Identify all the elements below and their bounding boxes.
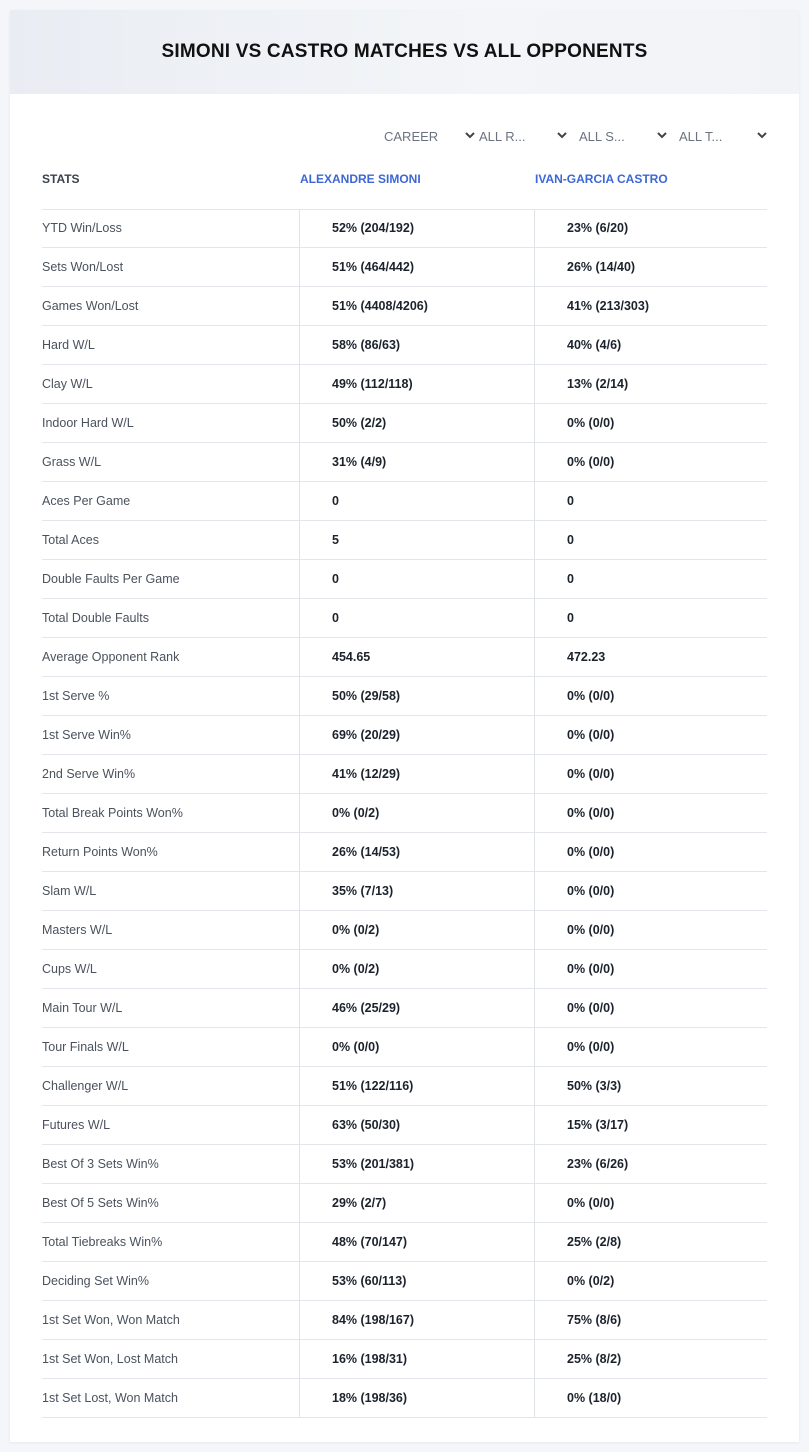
- player2-value-cell: 0% (0/0): [534, 404, 767, 442]
- table-row: [42, 326, 767, 365]
- stats-column-header: STATS: [42, 172, 80, 186]
- stat-name-cell: Tour Finals W/L: [42, 1040, 129, 1054]
- player1-value-cell: 53% (60/113): [299, 1262, 534, 1300]
- table-row: [42, 1106, 767, 1145]
- stat-name-cell: Slam W/L: [42, 884, 97, 898]
- table-row: [42, 755, 767, 794]
- stat-name-cell: Best Of 3 Sets Win%: [42, 1157, 159, 1171]
- tournament-filter-select[interactable]: [679, 128, 767, 146]
- table-header: [42, 169, 767, 210]
- player2-column-header[interactable]: IVAN-GARCIA CASTRO: [535, 172, 668, 186]
- player2-value-cell: 0: [534, 521, 767, 559]
- player1-value-cell: 50% (29/58): [299, 677, 534, 715]
- player1-value-cell: 46% (25/29): [299, 989, 534, 1027]
- player2-value-cell: 13% (2/14): [534, 365, 767, 403]
- table-row: [42, 677, 767, 716]
- tournament-filter-label: ALL T...: [679, 129, 723, 144]
- player2-value-cell: 0: [534, 560, 767, 598]
- stat-name-cell: Games Won/Lost: [42, 299, 139, 313]
- player2-value-cell: 0% (0/0): [534, 1184, 767, 1222]
- player1-value-cell: 51% (4408/4206): [299, 287, 534, 325]
- player2-value-cell: 40% (4/6): [534, 326, 767, 364]
- player2-value-cell: 25% (2/8): [534, 1223, 767, 1261]
- table-row: [42, 482, 767, 521]
- player1-value-cell: 48% (70/147): [299, 1223, 534, 1261]
- player1-value-cell: 51% (122/116): [299, 1067, 534, 1105]
- player1-value-cell: 5: [299, 521, 534, 559]
- player2-value-cell: 0% (0/0): [534, 677, 767, 715]
- player2-value-cell: 0% (0/0): [534, 1028, 767, 1066]
- table-row: [42, 872, 767, 911]
- stat-name-cell: Total Break Points Won%: [42, 806, 183, 820]
- table-row: [42, 1223, 767, 1262]
- player1-value-cell: 454.65: [299, 638, 534, 676]
- player2-value-cell: 0% (0/0): [534, 833, 767, 871]
- table-row: [42, 1262, 767, 1301]
- player2-value-cell: 0% (0/0): [534, 872, 767, 910]
- stat-name-cell: 1st Serve Win%: [42, 728, 131, 742]
- stat-name-cell: Masters W/L: [42, 923, 113, 937]
- stat-name-cell: Total Double Faults: [42, 611, 150, 625]
- stat-name-cell: Cups W/L: [42, 962, 97, 976]
- player2-value-cell: 25% (8/2): [534, 1340, 767, 1378]
- stat-name-cell: 1st Set Lost, Won Match: [42, 1391, 178, 1405]
- filter-bar: [380, 128, 767, 146]
- stat-name-cell: 1st Set Won, Won Match: [42, 1313, 180, 1327]
- table-row: [42, 638, 767, 677]
- round-filter-select[interactable]: [479, 128, 569, 146]
- table-row: [42, 287, 767, 326]
- table-row: [42, 1301, 767, 1340]
- table-row: [42, 716, 767, 755]
- table-row: [42, 443, 767, 482]
- chevron-down-icon: [656, 129, 668, 141]
- player1-value-cell: 0: [299, 599, 534, 637]
- table-row: [42, 209, 767, 248]
- table-row: [42, 833, 767, 872]
- table-row: [42, 989, 767, 1028]
- player2-value-cell: 23% (6/20): [534, 209, 767, 247]
- table-row: [42, 1340, 767, 1379]
- stats-table-body: [42, 209, 767, 1418]
- player1-value-cell: 58% (86/63): [299, 326, 534, 364]
- player1-value-cell: 29% (2/7): [299, 1184, 534, 1222]
- surface-filter-select[interactable]: [579, 128, 669, 146]
- player1-value-cell: 0% (0/2): [299, 950, 534, 988]
- stat-name-cell: Hard W/L: [42, 338, 95, 352]
- player1-column-header[interactable]: ALEXANDRE SIMONI: [300, 172, 421, 186]
- player1-value-cell: 84% (198/167): [299, 1301, 534, 1339]
- table-row: [42, 1028, 767, 1067]
- player1-value-cell: 0% (0/2): [299, 794, 534, 832]
- player2-value-cell: 50% (3/3): [534, 1067, 767, 1105]
- stat-name-cell: Average Opponent Rank: [42, 650, 180, 664]
- player2-value-cell: 0% (0/0): [534, 794, 767, 832]
- player2-value-cell: 0: [534, 599, 767, 637]
- player2-value-cell: 75% (8/6): [534, 1301, 767, 1339]
- stat-name-cell: Sets Won/Lost: [42, 260, 124, 274]
- table-row: [42, 404, 767, 443]
- stat-name-cell: Best Of 5 Sets Win%: [42, 1196, 159, 1210]
- surface-filter-label: ALL S...: [579, 129, 625, 144]
- player1-value-cell: 63% (50/30): [299, 1106, 534, 1144]
- player1-value-cell: 18% (198/36): [299, 1379, 534, 1417]
- table-row: [42, 1184, 767, 1223]
- page-title: SIMONI VS CASTRO MATCHES VS ALL OPPONENTS: [161, 41, 648, 62]
- player2-value-cell: 0% (18/0): [534, 1379, 767, 1417]
- table-row: [42, 365, 767, 404]
- player2-value-cell: 15% (3/17): [534, 1106, 767, 1144]
- player2-value-cell: 0% (0/0): [534, 755, 767, 793]
- player1-value-cell: 41% (12/29): [299, 755, 534, 793]
- player2-value-cell: 26% (14/40): [534, 248, 767, 286]
- table-row: [42, 911, 767, 950]
- table-row: [42, 599, 767, 638]
- player2-value-cell: 0% (0/0): [534, 989, 767, 1027]
- stat-name-cell: Indoor Hard W/L: [42, 416, 134, 430]
- round-filter-label: ALL R...: [479, 129, 526, 144]
- period-filter-select[interactable]: [384, 128, 474, 146]
- stat-name-cell: Return Points Won%: [42, 845, 158, 859]
- player1-value-cell: 53% (201/381): [299, 1145, 534, 1183]
- stat-name-cell: Clay W/L: [42, 377, 93, 391]
- player2-value-cell: 0% (0/0): [534, 950, 767, 988]
- stat-name-cell: Double Faults Per Game: [42, 572, 180, 586]
- table-row: [42, 248, 767, 287]
- player2-value-cell: 0% (0/0): [534, 911, 767, 949]
- stat-name-cell: 2nd Serve Win%: [42, 767, 136, 781]
- stat-name-cell: Futures W/L: [42, 1118, 111, 1132]
- table-row: [42, 794, 767, 833]
- table-row: [42, 521, 767, 560]
- player1-value-cell: 69% (20/29): [299, 716, 534, 754]
- stat-name-cell: Deciding Set Win%: [42, 1274, 149, 1288]
- player2-value-cell: 472.23: [534, 638, 767, 676]
- chevron-down-icon: [756, 129, 768, 141]
- player1-value-cell: 0% (0/2): [299, 911, 534, 949]
- table-row: [42, 950, 767, 989]
- period-filter-label: CAREER: [384, 129, 439, 144]
- player2-value-cell: 0: [534, 482, 767, 520]
- stat-name-cell: YTD Win/Loss: [42, 221, 122, 235]
- player1-value-cell: 49% (112/118): [299, 365, 534, 403]
- table-row: [42, 1379, 767, 1418]
- player1-value-cell: 16% (198/31): [299, 1340, 534, 1378]
- player1-value-cell: 0: [299, 482, 534, 520]
- player1-value-cell: 0% (0/0): [299, 1028, 534, 1066]
- stat-name-cell: Total Tiebreaks Win%: [42, 1235, 163, 1249]
- stat-name-cell: Main Tour W/L: [42, 1001, 123, 1015]
- stat-name-cell: Grass W/L: [42, 455, 102, 469]
- player2-value-cell: 0% (0/0): [534, 716, 767, 754]
- player2-value-cell: 0% (0/2): [534, 1262, 767, 1300]
- player1-value-cell: 35% (7/13): [299, 872, 534, 910]
- player1-value-cell: 0: [299, 560, 534, 598]
- player2-value-cell: 41% (213/303): [534, 287, 767, 325]
- table-row: [42, 1067, 767, 1106]
- stat-name-cell: 1st Serve %: [42, 689, 110, 703]
- table-row: [42, 560, 767, 599]
- table-row: [42, 1145, 767, 1184]
- player1-value-cell: 31% (4/9): [299, 443, 534, 481]
- card-header: [10, 10, 799, 94]
- chevron-down-icon: [556, 129, 568, 141]
- stat-name-cell: Challenger W/L: [42, 1079, 129, 1093]
- player1-value-cell: 26% (14/53): [299, 833, 534, 871]
- player1-value-cell: 50% (2/2): [299, 404, 534, 442]
- player2-value-cell: 0% (0/0): [534, 443, 767, 481]
- player1-value-cell: 51% (464/442): [299, 248, 534, 286]
- player2-value-cell: 23% (6/26): [534, 1145, 767, 1183]
- stat-name-cell: 1st Set Won, Lost Match: [42, 1352, 178, 1366]
- stat-name-cell: Aces Per Game: [42, 494, 131, 508]
- player1-value-cell: 52% (204/192): [299, 209, 534, 247]
- stat-name-cell: Total Aces: [42, 533, 99, 547]
- stats-card: [10, 10, 799, 1442]
- chevron-down-icon: [464, 129, 476, 141]
